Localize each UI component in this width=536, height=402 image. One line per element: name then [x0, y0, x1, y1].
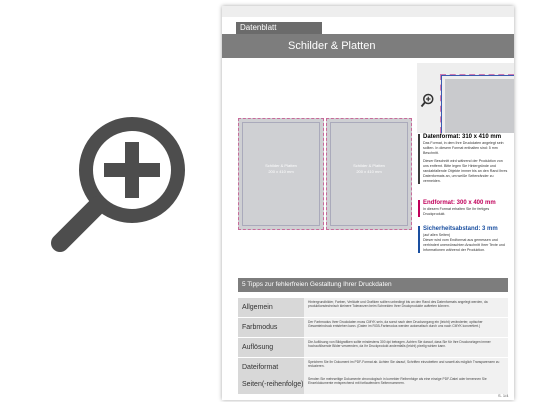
tip-text: Speichern Sie Ihr Dokument im PDF-Format ab. Achten Sie darauf, Schriften einzubetten und soweit als möglich Transparenzen zu reduzieren. [304, 358, 508, 377]
plate-preview-2 [326, 118, 412, 230]
spec-endformat: Endformat: 300 x 400 mm In diesem Format erhalten Sie Ihr fertiges Druckprodukt. [418, 200, 508, 217]
page-number: S. 1/4 [498, 393, 509, 398]
tip-key: Seiten(-reihenfolge) [238, 375, 304, 394]
page-top-bar [222, 6, 514, 17]
tip-text: Hintergrundbilder, Farben, Verläufe und Grafiken sollten unbedingt bis an den Rand des Datenformats angelegt werden, da produktionstechnisch kleinere Toleranzen beim Schneiden Ihrer Druckprodukte auftreten können. [304, 298, 508, 317]
tip-key: Farbmodus [238, 318, 304, 337]
datasheet-page[interactable] [222, 6, 514, 400]
tip-row-allgemein [238, 298, 508, 318]
tip-row-farbmodus [238, 318, 508, 338]
tip-row-aufloesung [238, 338, 508, 358]
page-title-bar [222, 34, 514, 58]
zoom-in-icon[interactable] [46, 108, 196, 258]
page-title: Schilder & Platten [288, 40, 376, 52]
spec-datenformat: Datenformat: 310 x 410 mm Das Format, in dem Ihre Druckdaten angelegt sein sollten. In diesem Format enthalten sind: 5 mm Beschnitt. Dieser Beschnitt wird während der Produktion von uns entfernt. Bitte legen Sie Hintergründe und randabfallende Objekte immer bis an den Rand Ihres Datenformats an, um weiße Seitenränder zu vermeiden. [418, 134, 508, 184]
tip-key: Allgemein [238, 298, 304, 317]
trim-line [441, 75, 442, 133]
detail-fill [445, 79, 514, 133]
plate-label: Schilder & Platten 200 x 410 mm [353, 163, 385, 174]
corner-detail [417, 63, 514, 133]
zoom-in-icon [420, 93, 435, 108]
tip-text: Die Auflösung von Bildgrafiken sollte mindestens 300 dpi betragen. Achten Sie darauf, dass Sie für Ihre Druckvorlagen immer hochauflösende Bilder verwenden, da Ihr Druckprodukt andernfalls (leicht) pixelig wirken kann. [304, 338, 508, 357]
tip-key: Dateiformat [238, 358, 304, 377]
datasheet-tab: Datenblatt [236, 22, 322, 34]
plate-label: Schilder & Platten 200 x 410 mm [265, 163, 297, 174]
plate-preview-1 [238, 118, 324, 230]
trim-line [441, 75, 514, 76]
tip-key: Auflösung [238, 338, 304, 357]
spec-sicherheitsabstand: Sicherheitsabstand: 3 mm (auf allen Seiten) Dieser wird vom Endformat aus gemessen und verhindert unerwünschten Anschnitt Ihrer Texte und Informationen während der Produktion. [418, 226, 508, 253]
tip-row-seiten [238, 375, 508, 395]
tip-text: Der Farbmodus Ihrer Druckdaten muss CMYK sein, da sonst nach dem Druckvorgang ein (leicht) veränderter, optischer Gesamteindruck entstehen kann. (Daten im RGB-Farbmodus werden automatisch durch uns nach CMYK konvertiert.) [304, 318, 508, 337]
tip-text: Senden Sie mehrseitige Dokumente chronologisch in korrekter Reihenfolge als eine einzige PDF-Datei oder benennen Sie Einzeldokumente entsprechend mit fortlaufenden Seitennummern. [304, 375, 508, 394]
tips-heading: 5 Tipps zur fehlerfreien Gestaltung Ihrer Druckdaten [238, 278, 508, 292]
